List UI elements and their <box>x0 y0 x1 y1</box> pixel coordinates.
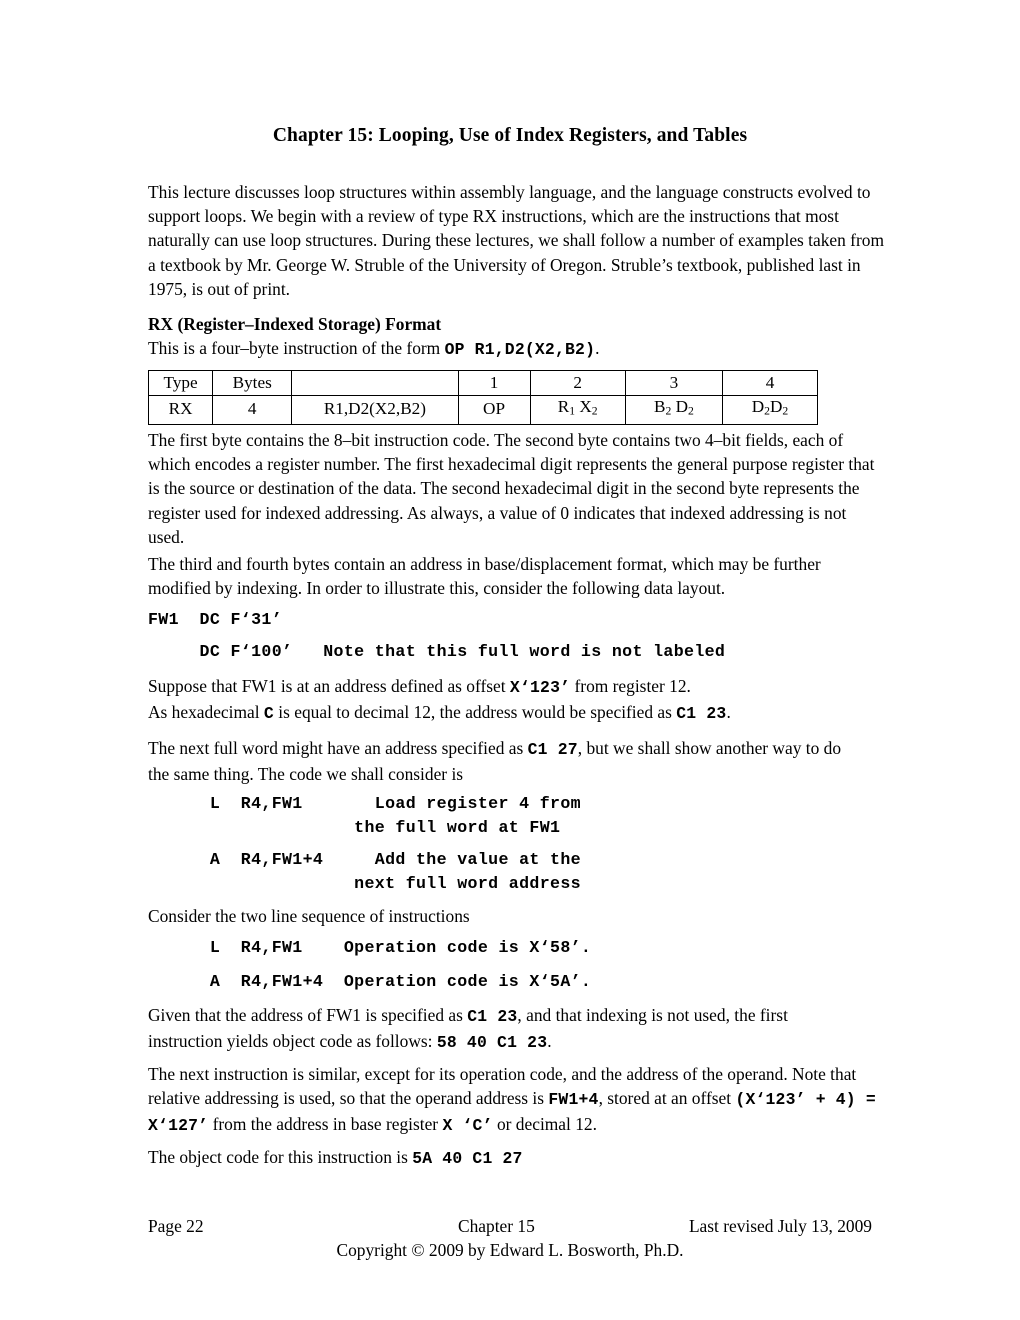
given-code-object: 58 40 C1 23 <box>436 1033 548 1053</box>
data-layout-line-1: FW1 DC F‘31’ <box>148 610 283 629</box>
cell-byte-4 <box>722 396 817 425</box>
header-type: Type <box>149 371 213 396</box>
document-page <box>148 0 884 1320</box>
suppose-text-4: is equal to decimal 12, the address would be specified as <box>273 702 677 723</box>
header-byte-2: 2 <box>530 371 625 396</box>
suppose-code-c123: C1 23 <box>676 704 727 724</box>
suppose-code-c: C <box>263 704 274 724</box>
footer-revision-date: Last revised July 13, 2009 <box>688 1216 872 1236</box>
given-text-1: Given that the address of FW1 is specified as <box>148 1005 468 1025</box>
byte2-r: R <box>557 397 570 416</box>
paragraph-given <box>148 1003 848 1055</box>
header-byte-4: 4 <box>722 371 817 396</box>
suppose-text-5: . <box>726 702 731 723</box>
suppose-text-2: from register 12. <box>570 676 691 696</box>
opcode-line-load: L R4,FW1 Operation code is X‘58’. <box>148 938 592 957</box>
nextword-text-2: , but we shall show another way to do the same thing. The code we shall consider is <box>148 738 842 785</box>
cell-type: RX <box>149 396 213 425</box>
rx-lead-code: OP R1,D2(X2,B2) <box>444 340 596 359</box>
suppose-text-3: As hexadecimal <box>148 702 264 723</box>
rx-lead-text-after: . <box>595 338 600 358</box>
byte3-b: B <box>653 397 666 416</box>
byte4-d2: D <box>769 397 783 416</box>
header-byte-3: 3 <box>625 371 722 396</box>
rx-format-table <box>148 370 818 425</box>
suppose-text-1: Suppose that FW1 is at an address defined as offset <box>148 676 510 696</box>
header-bytes: Bytes <box>213 371 292 396</box>
byte4-d2-sub: 2 <box>782 404 789 418</box>
paragraph-bytes: The first byte contains the 8–bit instruction code. The second byte contains two 4–bit fields, each of which encodes a register number. The first hexadecimal digit represents the general purpose register that is the source or destination of the data. The second hexadecimal digit in the second byte represents the register used for indexed addressing. As always, a value of 0 indicates that indexed addressing is not used. <box>148 430 875 547</box>
cell-byte-1: OP <box>458 396 530 425</box>
nextinstr-code-fw1: FW1+4 <box>548 1090 599 1110</box>
rx-format-lead <box>148 336 886 362</box>
nextword-text-1: The next full word might have an address specified as <box>148 738 528 758</box>
byte4-d1-sub: 2 <box>764 404 770 418</box>
nextinstr-text-3: from the address in base register <box>208 1114 443 1135</box>
paragraph-suppose <box>148 674 886 726</box>
nextinstr-code-offset: (X‘123’ + 4) = X‘127’ <box>148 1090 876 1136</box>
page-footer <box>148 1216 872 1240</box>
given-text-2: , and that indexing is not used, the first instruction yields object code as follows: <box>148 1005 788 1052</box>
nextword-code: C1 27 <box>527 740 578 759</box>
rx-lead-text-before: This is a four–byte instruction of the form <box>148 338 445 358</box>
code-line-load-2: the full word at FW1 <box>148 818 561 837</box>
footer-page-number: Page 22 <box>148 1216 204 1236</box>
given-text-3: . <box>547 1031 552 1052</box>
rx-format-heading: RX (Register–Indexed Storage) Format <box>148 314 442 334</box>
paragraph-consider: Consider the two line sequence of instructions <box>148 906 470 926</box>
footer-copyright: Copyright © 2009 by Edward L. Bosworth, Ph.D. <box>336 1240 684 1260</box>
nextinstr-code-base: X ‘C’ <box>442 1116 493 1136</box>
table-row <box>149 396 818 425</box>
cell-byte-3 <box>625 396 722 425</box>
byte2-r-sub: 1 <box>569 404 576 418</box>
code-line-load-1: L R4,FW1 Load register 4 from <box>148 794 581 813</box>
paragraph-next-instruction <box>148 1062 886 1139</box>
footer-chapter: Chapter 15 <box>458 1216 535 1236</box>
cell-byte-2 <box>530 396 625 425</box>
paragraph-object-code <box>148 1145 886 1171</box>
paragraph-address: The third and fourth bytes contain an address in base/displacement format, which may be further modified by indexing. In order to illustrate this, consider the following data layout. <box>148 554 821 599</box>
page-title: Chapter 15: Looping, Use of Index Registers, and Tables <box>272 125 748 146</box>
nextinstr-text-1: The next instruction is similar, except for its operation code, and the address of the operand. Note that relative addressing is used, so that the operand address is <box>148 1064 857 1109</box>
byte2-x: X <box>575 397 592 416</box>
objectcode-code: 5A 40 C1 27 <box>412 1149 523 1168</box>
header-format <box>292 371 458 396</box>
paragraph-next-word <box>148 736 848 786</box>
byte3-b-sub: 2 <box>665 404 672 418</box>
byte3-d: D <box>671 397 688 416</box>
opcode-line-add: A R4,FW1+4 Operation code is X‘5A’. <box>148 972 592 991</box>
suppose-code-offset: X‘123’ <box>509 678 571 697</box>
table-header-row <box>149 371 818 396</box>
given-code-addr: C1 23 <box>467 1007 518 1026</box>
cell-format: R1,D2(X2,B2) <box>292 396 458 425</box>
byte2-x-sub: 2 <box>591 404 598 418</box>
code-line-add-1: A R4,FW1+4 Add the value at the <box>148 850 581 869</box>
nextinstr-text-2: , stored at an offset <box>598 1088 736 1109</box>
header-byte-1: 1 <box>458 371 530 396</box>
intro-paragraph: This lecture discusses loop structures within assembly language, and the language constructs evolved to support loops. We begin with a review of type RX instructions, which are the instructions that most naturally can use loop structures. During these lectures, we shall follow a number of examples taken from a textbook by Mr. George W. Struble of the University of Oregon. Struble’s textbook, published last in 1975, is out of print. <box>148 182 884 299</box>
byte3-d-sub: 2 <box>688 404 694 418</box>
byte4-d1: D <box>751 397 765 416</box>
cell-bytes: 4 <box>213 396 292 425</box>
nextinstr-text-4: or decimal 12. <box>492 1114 597 1135</box>
code-line-add-2: next full word address <box>148 874 581 893</box>
data-layout-line-2: DC F‘100’ Note that this full word is not labeled <box>148 642 726 661</box>
objectcode-text: The object code for this instruction is <box>148 1147 413 1167</box>
